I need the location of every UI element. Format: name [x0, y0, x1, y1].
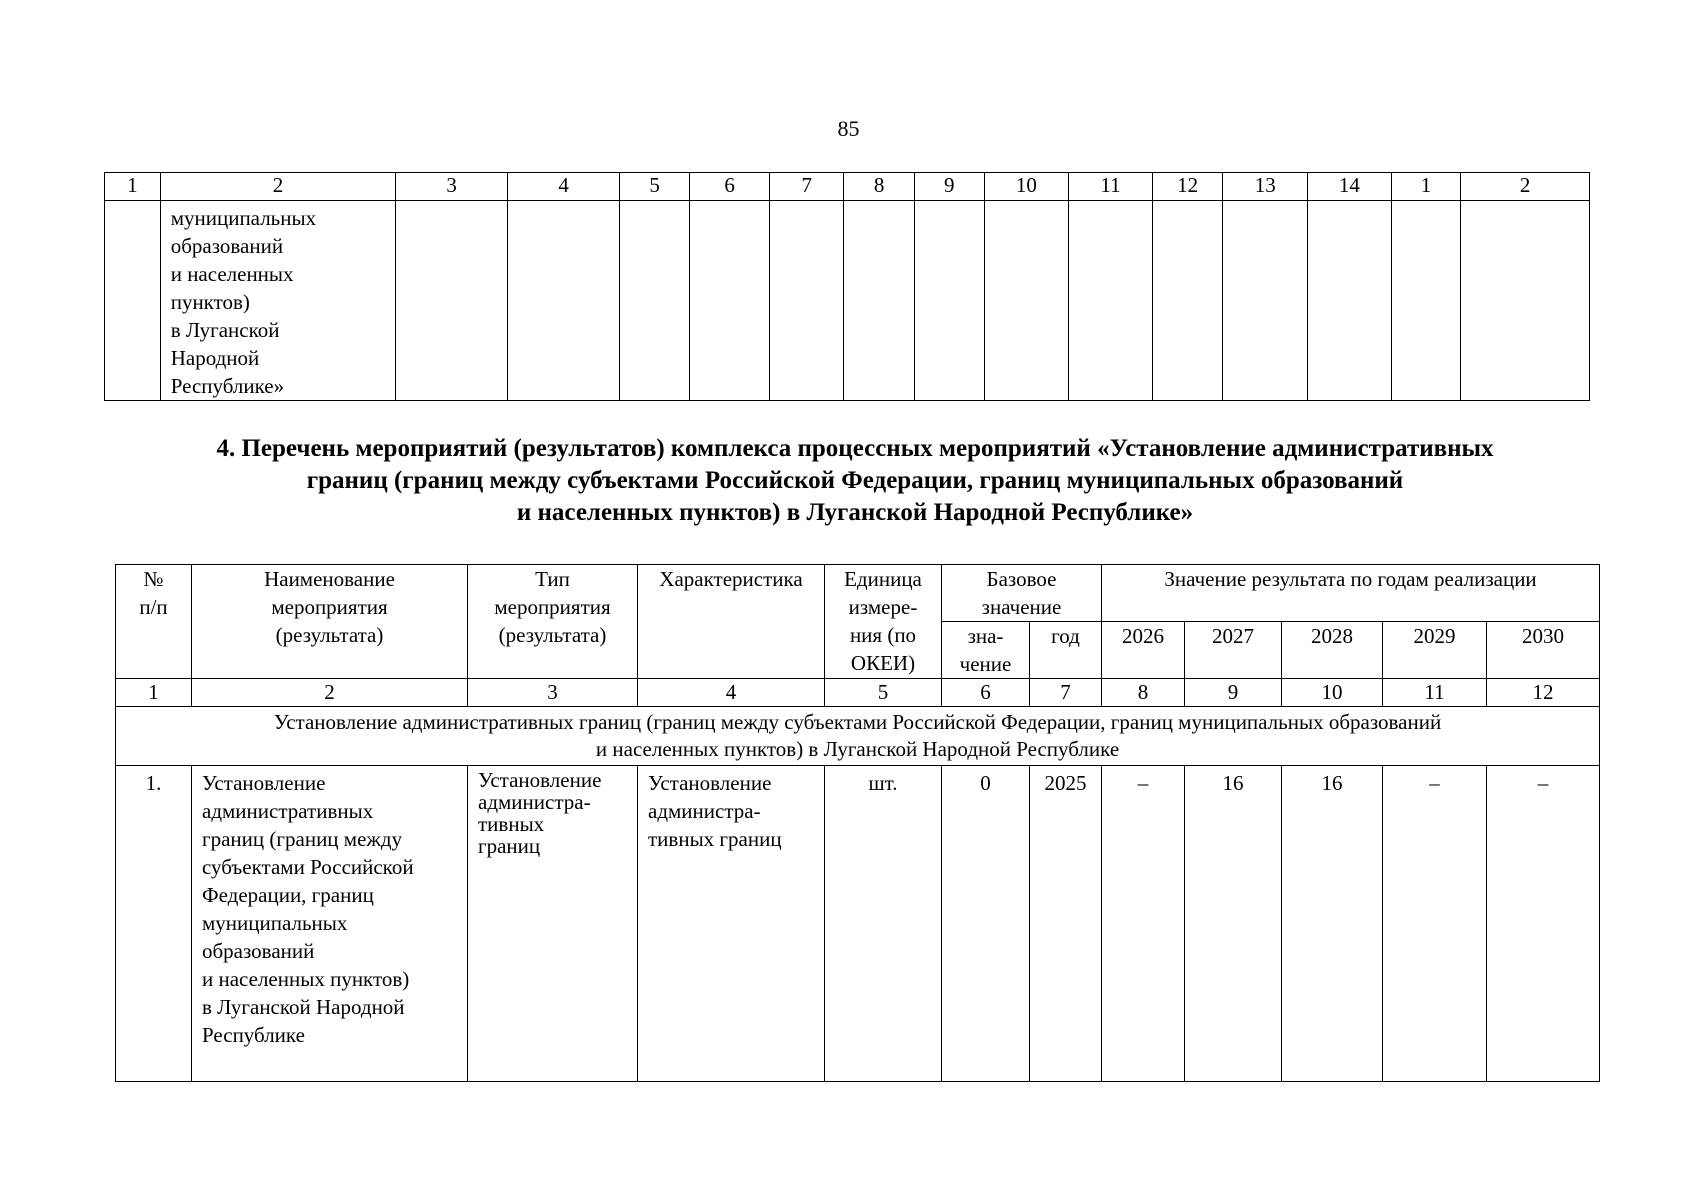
- continued-name-cell: муниципальных образований и населенных пунктов) в Луганской Народной Республике»: [160, 201, 396, 401]
- column-number: 2: [192, 679, 468, 707]
- column-number: 8: [844, 173, 915, 201]
- column-number: 7: [1030, 679, 1102, 707]
- column-number: 11: [1069, 173, 1153, 201]
- header-year: 2030: [1487, 622, 1600, 679]
- column-number: 6: [942, 679, 1030, 707]
- row-year-value: 16: [1185, 766, 1282, 1082]
- row-name: Установление административных границ (границ между субъектами Российской Федерации, границ муниципальных образований и населенных пунктов) в Луганской Народной Республике: [192, 766, 468, 1082]
- header-result-values: Значение результата по годам реализации: [1102, 565, 1600, 622]
- column-number: 2: [1461, 173, 1590, 201]
- column-number: 1: [116, 679, 192, 707]
- section-row-cell: Установление административных границ (границ между субъектами Российской Федерации, границ муниципальных образований и населенных пунктов) в Луганской Народной Республике: [116, 707, 1600, 766]
- header-base: Базовое значение: [942, 565, 1102, 622]
- column-number: 5: [620, 173, 690, 201]
- row-characteristic: Установление администра- тивных границ: [638, 766, 825, 1082]
- column-number: 12: [1487, 679, 1600, 707]
- column-number-row: [105, 173, 1590, 201]
- header-base-year: год: [1030, 622, 1102, 679]
- table-row: [116, 766, 1600, 1082]
- continued-table: [104, 172, 1590, 401]
- header-characteristic: Характеристика: [638, 565, 825, 679]
- header-row: [116, 565, 1600, 622]
- row-base-year: 2025: [1030, 766, 1102, 1082]
- section-title: 4. Перечень мероприятий (результатов) комплекса процессных мероприятий «Установление административных границ (границ между субъектами Российской Федерации, границ муниципальных образований и населенных пунктов) в Луганской Народной Республике»: [216, 435, 1494, 526]
- row-year-value: –: [1102, 766, 1185, 1082]
- row-year-value: 16: [1282, 766, 1383, 1082]
- column-number: 6: [689, 173, 769, 201]
- row-num: 1.: [116, 766, 192, 1082]
- column-number: 4: [507, 173, 620, 201]
- column-number: 10: [1282, 679, 1383, 707]
- column-number: 9: [1185, 679, 1282, 707]
- section-row: [116, 707, 1600, 766]
- table-row: [105, 201, 1590, 401]
- column-number-row: [116, 679, 1600, 707]
- column-number: 12: [1152, 173, 1223, 201]
- header-type: Тип мероприятия (результата): [468, 565, 638, 679]
- column-number: 1: [105, 173, 161, 201]
- column-number: 5: [825, 679, 942, 707]
- header-unit: Единица измере- ния (по ОКЕИ): [825, 565, 942, 679]
- row-year-value: –: [1487, 766, 1600, 1082]
- header-num: № п/п: [116, 565, 192, 679]
- header-base-value: зна- чение: [942, 622, 1030, 679]
- header-year: 2028: [1282, 622, 1383, 679]
- column-number: 14: [1308, 173, 1392, 201]
- column-number: 4: [638, 679, 825, 707]
- column-number: 10: [984, 173, 1069, 201]
- column-number: 8: [1102, 679, 1185, 707]
- row-unit: шт.: [825, 766, 942, 1082]
- column-number: 3: [468, 679, 638, 707]
- column-number: 1: [1391, 173, 1461, 201]
- column-number: 3: [396, 173, 507, 201]
- header-year: 2026: [1102, 622, 1185, 679]
- header-name: Наименование мероприятия (результата): [192, 565, 468, 679]
- column-number: 2: [160, 173, 396, 201]
- column-number: 7: [770, 173, 844, 201]
- column-number: 11: [1383, 679, 1487, 707]
- activities-table: [115, 564, 1600, 1082]
- column-number: 13: [1223, 173, 1308, 201]
- column-number: 9: [914, 173, 984, 201]
- header-year: 2029: [1383, 622, 1487, 679]
- row-year-value: –: [1383, 766, 1487, 1082]
- header-year: 2027: [1185, 622, 1282, 679]
- page-number: 85: [837, 116, 860, 141]
- row-base-value: 0: [942, 766, 1030, 1082]
- row-type: Установление администра- тивных границ: [468, 766, 638, 1082]
